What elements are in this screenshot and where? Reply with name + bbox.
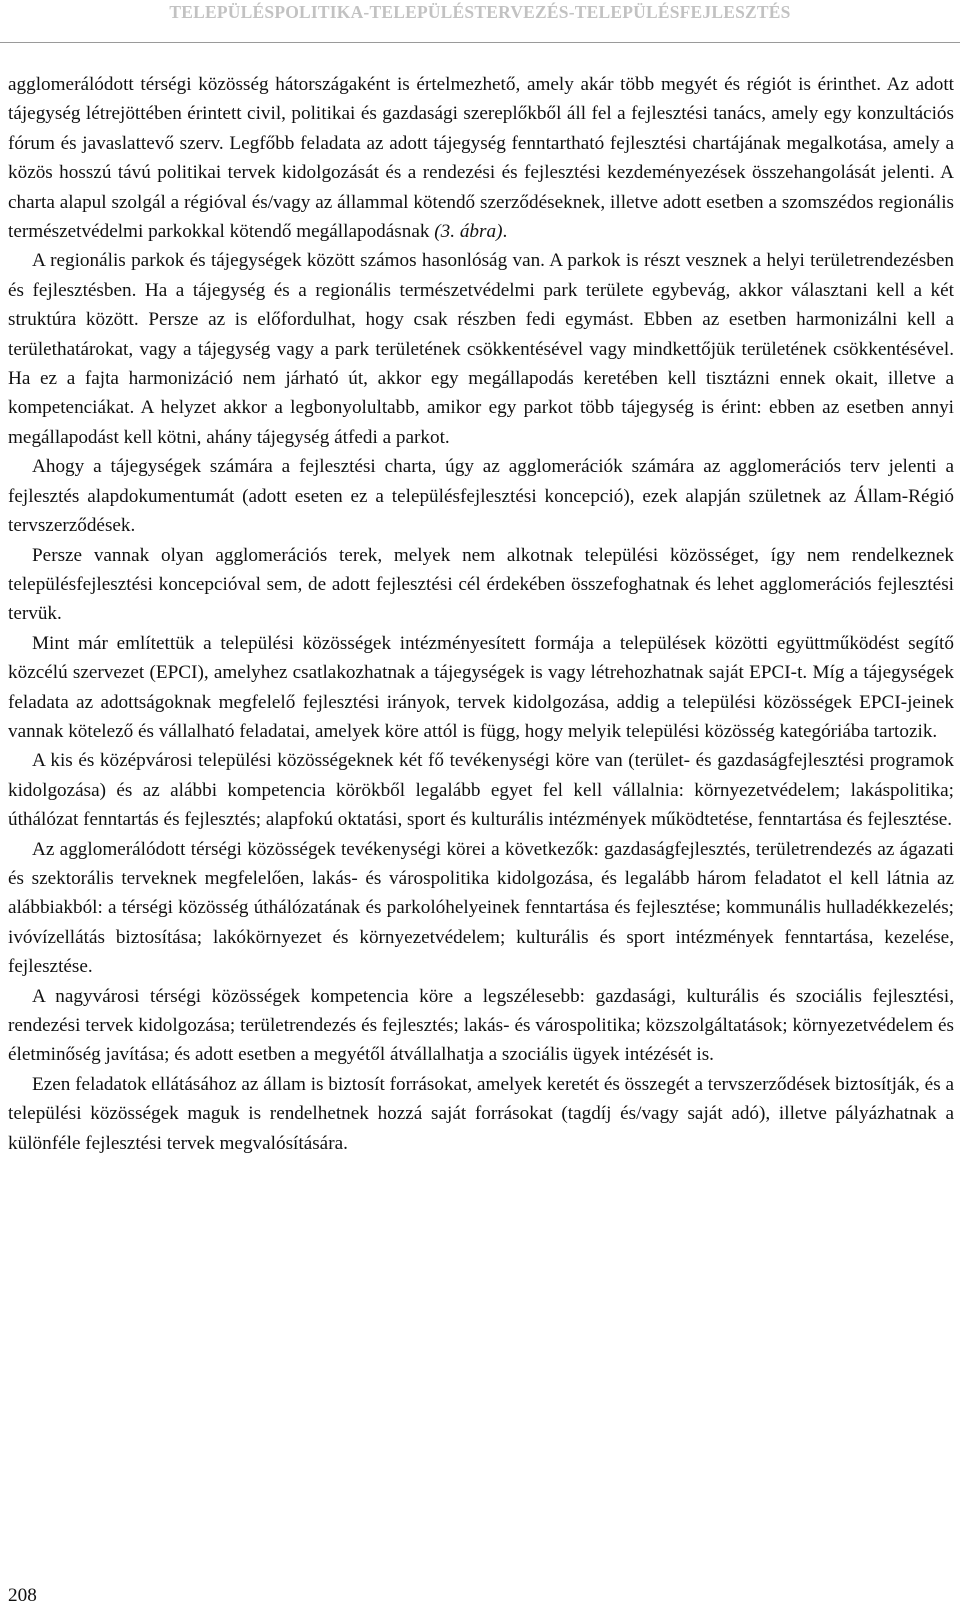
paragraph-8: A nagyvárosi térségi közösségek kompetencia köre a legszélesebb: gazdasági, kulturális és szociális fejlesztési, rendezési tervek kidolgozása; területrendezés és fejlesztés; lakás- és várospolitika; közszolgáltatások; környezetvédelem és életminőség javítása; és adott esetben a megyétől átvállalhatja a szociális ügyek intézését is. [8,985,954,1066]
paragraph-1-end: . [502,221,508,243]
paragraph-3: Ahogy a tájegységek számára a fejlesztési charta, úgy az agglomerációk számára az agglomerációs terv jelenti a fejlesztés alapdokumentumát (adott eseten ez a településfejlesztési koncepció), ezek alapján születnek az Állam-Régió tervszerződések. [8,456,954,537]
paragraph-1-text: agglomerálódott térségi közösség hátországaként is értelmezhető, amely akár több megyét és régiót is érinthet. Az adott tájegység létrejöttében érintett civil, politikai és gazdasági szereplőkből áll fel a fejlesztési tanács, amely egy konzultációs fórum és javaslattevő szerv. Legfőbb feladata az adott tájegység fenntartható fejlesztési chartájának megalkotása, amely a közös hosszú távú politikai tervek kidolgozását és a rendezési és fejlesztési kezdeményezések összehangolását jelenti. A charta alapul szolgál a régióval és/vagy az állammal kötendő szerződéseknek, illetve adott esetben a szomszédos regionális természetvédelmi parkokkal kötendő megállapodásnak [8,74,954,243]
paragraph-2: A regionális parkok és tájegységek között számos hasonlóság van. A parkok is részt vesznek a helyi területrendezésben és fejlesztésben. Ha a tájegység és a regionális természetvédelmi park területe egybevág, akkor választani kell a két struktúra között. Persze az is előfordulhat, hogy csak részben fedi egymást. Ebben az esetben harmonizálni kell a területhatárokat, vagy a tájegység vagy a park területének csökkentésével vagy mindkettőjük területének csökkentésével. Ha ez a fajta harmonizáció nem járható út, akkor egy megállapodás keretében kell tisztázni ennek okait, illetve a kompetenciákat. A helyzet akkor a legbonyolultabb, amikor egy parkot több tájegység is érint: ebben az esetben annyi megállapodást kell kötni, ahány tájegység átfedi a parkot. [8,250,954,448]
figure-reference: (3. ábra) [434,221,503,243]
page-number: 208 [8,1585,37,1606]
paragraph-1 [8,70,954,246]
paragraph-9: Ezen feladatok ellátásához az állam is biztosít forrásokat, amelyek keretét és összegét a tervszerződések biztosítják, és a települési közösségek maguk is rendelhetnek hozzá saját forrásokat (tagdíj és/vagy saját adó), illetve pályázhatnak a különféle fejlesztési tervek megvalósítására. [8,1073,954,1154]
header-divider [0,42,960,43]
paragraph-7: Az agglomerálódott térségi közösségek tevékenységi körei a következők: gazdaságfejlesztés, területrendezés az ágazati és szektorális terveknek megfelelően, lakás- és várospolitika kidolgozása, és legalább három feladatot el kell látnia az alábbiakból: a térségi közösség úthálózatának és parkolóhelyeinek fenntartása és fejlesztése; kommunális hulladékkezelés; ivóvízellátás biztosítása; lakókörnyezet és környezetvédelem; kulturális és sport intézmények fenntartása, kezelése, fejlesztése. [8,838,954,978]
paragraph-6: A kis és középvárosi települési közösségeknek két fő tevékenységi köre van (terület- és gazdaságfejlesztési programok kidolgozása) és az alábbi kompetencia körökből legalább egyet fel kell vállalnia: környezetvédelem; lakáspolitika; úthálózat fenntartás és fejlesztés; alapfokú oktatási, sport és kulturális intézmények működtetése, fenntartása és fejlesztése. [8,750,954,831]
paragraph-4: Persze vannak olyan agglomerációs terek, melyek nem alkotnak települési közösséget, így nem rendelkeznek településfejlesztési koncepcióval sem, de adott fejlesztési cél érdekében összefoghatnak és lehet agglomerációs fejlesztési tervük. [8,544,954,625]
paragraph-5: Mint már említettük a települési közösségek intézményesített formája a települések közötti együttműködést segítő közcélú szervezet (EPCI), amelyhez csatlakozhatnak a tájegységek is vagy létrehozhatnak saját EPCI-t. Míg a tájegységek feladata az adottságoknak megfelelő fejlesztési irányok, tervek kidolgozása, addig a települési közösségek EPCI-jeinek vannak kötelező és vállalható feladatai, amelyek köre attól is függ, hogy melyik települési közösség kategóriába tartozik. [8,632,954,742]
running-header: TELEPÜLÉSPOLITIKA-TELEPÜLÉSTERVEZÉS-TELEPÜLÉSFEJLESZTÉS [169,2,791,22]
document-body [8,70,954,1158]
